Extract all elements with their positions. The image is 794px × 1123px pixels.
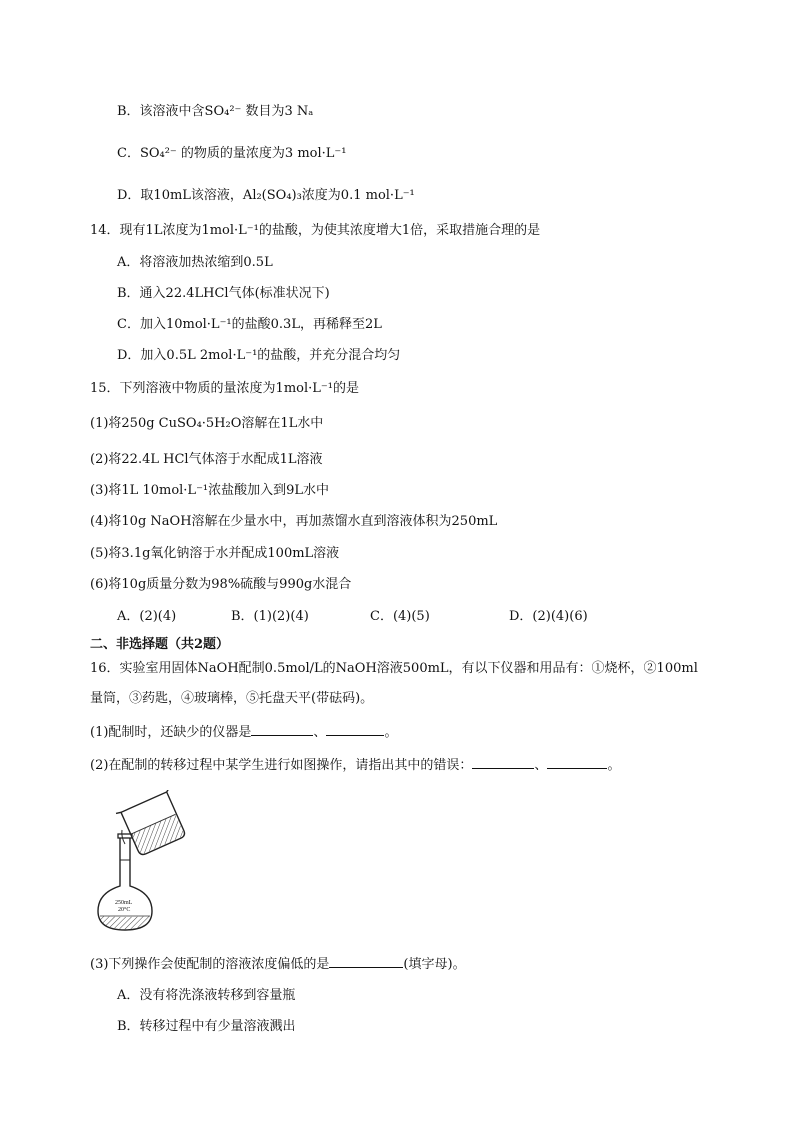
q16-part1-sep: 、 bbox=[313, 725, 327, 740]
q15-option-b: B．(1)(2)(4) bbox=[231, 609, 309, 624]
pouring-illustration bbox=[94, 790, 194, 935]
q16-part2-end: 。 bbox=[607, 758, 621, 773]
q16-part1-end: 。 bbox=[384, 725, 398, 740]
pouring-stream bbox=[122, 830, 125, 844]
beaker-icon bbox=[116, 790, 189, 858]
q15-option-d: D．(2)(4)(6) bbox=[509, 609, 588, 624]
q16-part2 bbox=[90, 756, 620, 775]
q16-part3-prompt: (3)下列操作会使配制的溶液浓度偏低的是 bbox=[90, 957, 330, 972]
q15-item-4: (4)将10g NaOH溶解在少量水中，再加蒸馏水直到溶液体积为250mL bbox=[90, 514, 498, 529]
q16-part1 bbox=[90, 723, 397, 742]
q16-part1-prompt: (1)配制时，还缺少的仪器是 bbox=[90, 725, 252, 740]
q13-option-c: C．SO₄²⁻ 的物质的量浓度为3 mol·L⁻¹ bbox=[117, 146, 347, 161]
q13-option-b: B．该溶液中含SO₄²⁻ 数目为3 Nₐ bbox=[117, 104, 314, 119]
q16-part2-prompt: (2)在配制的转移过程中某学生进行如图操作，请指出其中的错误： bbox=[90, 758, 473, 773]
q14-stem: 14．现有1L浓度为1mol·L⁻¹的盐酸，为使其浓度增大1倍，采取措施合理的是 bbox=[90, 223, 541, 238]
answer-blank[interactable] bbox=[329, 955, 403, 968]
q16-part3-end: (填字母)。 bbox=[403, 957, 466, 972]
q15-stem: 15．下列溶液中物质的量浓度为1mol·L⁻¹的是 bbox=[90, 381, 359, 396]
flask-volume-label: 250mL bbox=[115, 900, 133, 906]
section-heading: 二、非选择题（共2题） bbox=[90, 637, 230, 652]
q14-option-b: B．通入22.4LHCl气体(标准状况下) bbox=[117, 286, 330, 301]
answer-blank[interactable] bbox=[472, 756, 534, 769]
answer-blank[interactable] bbox=[547, 756, 607, 769]
q15-option-a: A．(2)(4) bbox=[117, 609, 177, 624]
q16-stem-line2: 量筒，③药匙，④玻璃棒，⑤托盘天平(带砝码)。 bbox=[90, 691, 374, 706]
flask-temp-label: 20°C bbox=[118, 907, 131, 913]
q15-item-5: (5)将3.1g氧化钠溶于水并配成100mL溶液 bbox=[90, 546, 340, 561]
q14-option-d: D．加入0.5L 2mol·L⁻¹的盐酸，并充分混合均匀 bbox=[117, 348, 401, 363]
q16-part3-option-a: A．没有将洗涤液转移到容量瓶 bbox=[117, 988, 296, 1003]
q15-option-c: C．(4)(5) bbox=[370, 609, 430, 624]
q14-option-c: C．加入10mol·L⁻¹的盐酸0.3L，再稀释至2L bbox=[117, 317, 382, 332]
q16-part3 bbox=[90, 955, 466, 974]
q16-part2-sep: 、 bbox=[534, 758, 548, 773]
q16-part3-option-b: B．转移过程中有少量溶液溅出 bbox=[117, 1019, 296, 1034]
q15-item-1: (1)将250g CuSO₄·5H₂O溶解在1L水中 bbox=[90, 416, 324, 431]
q13-option-d: D．取10mL该溶液，Al₂(SO₄)₃浓度为0.1 mol·L⁻¹ bbox=[117, 188, 415, 203]
q14-option-a: A．将溶液加热浓缩到0.5L bbox=[117, 255, 273, 270]
q15-item-2: (2)将22.4L HCl气体溶于水配成1L溶液 bbox=[90, 452, 323, 467]
answer-blank[interactable] bbox=[326, 723, 384, 736]
q15-item-6: (6)将10g质量分数为98%硫酸与990g水混合 bbox=[90, 577, 352, 592]
q15-item-3: (3)将1L 10mol·L⁻¹浓盐酸加入到9L水中 bbox=[90, 483, 330, 498]
q16-stem-line1: 16．实验室用固体NaOH配制0.5mol/L的NaOH溶液500mL，有以下仪器和用品有：①烧杯，②100ml bbox=[90, 661, 698, 676]
answer-blank[interactable] bbox=[251, 723, 313, 736]
